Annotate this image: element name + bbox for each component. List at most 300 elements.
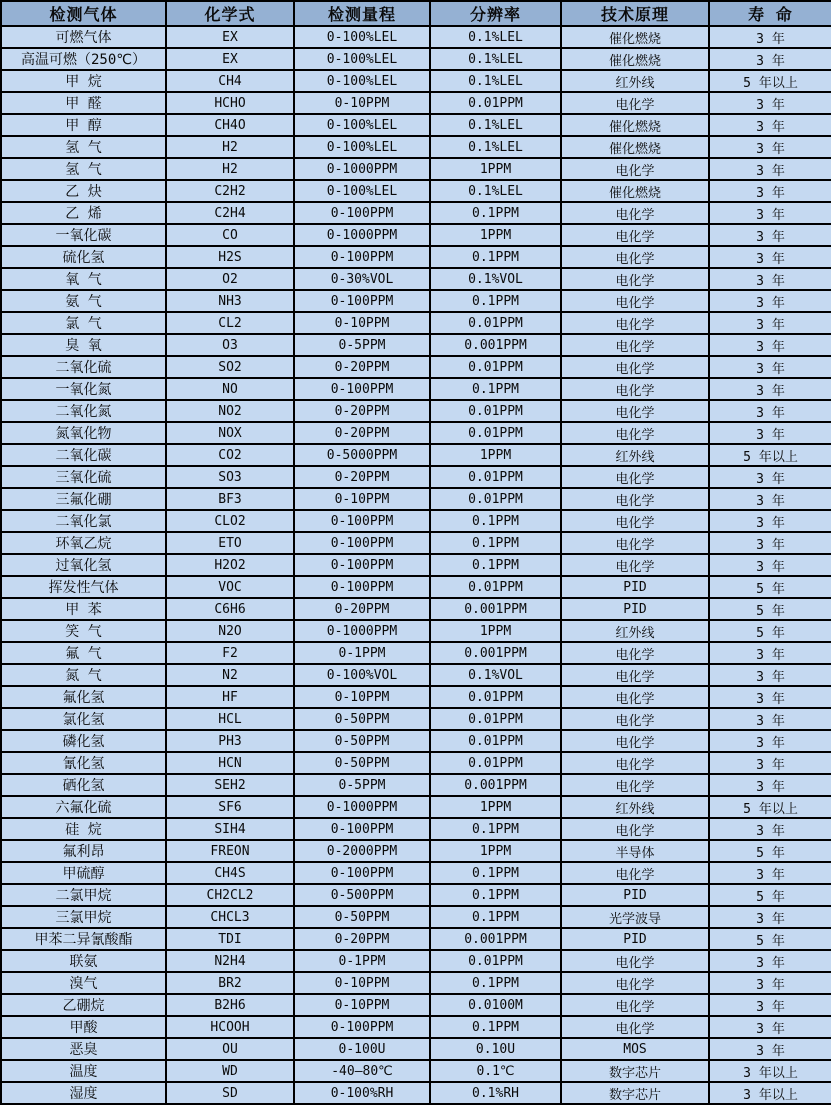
table-cell: BR2 (166, 972, 294, 994)
table-cell: 5 年以上 (709, 444, 831, 466)
table-cell: 0.1PPM (430, 202, 561, 224)
table-row (1, 48, 831, 70)
table-cell: 0.1PPM (430, 378, 561, 400)
table-row (1, 356, 831, 378)
table-cell: 电化学 (561, 818, 709, 840)
table-cell: CH4 (166, 70, 294, 92)
table-cell: 硅 烷 (1, 818, 166, 840)
table-cell: 0.10U (430, 1038, 561, 1060)
table-cell: 3 年 (709, 290, 831, 312)
table-cell: 1PPM (430, 796, 561, 818)
table-cell: 3 年 (709, 92, 831, 114)
table-cell: 0.1PPM (430, 554, 561, 576)
table-cell: 电化学 (561, 466, 709, 488)
table-cell: 二氧化硫 (1, 356, 166, 378)
table-cell: 3 年 (709, 708, 831, 730)
table-cell: HF (166, 686, 294, 708)
table-cell: 电化学 (561, 422, 709, 444)
table-cell: 氧 气 (1, 268, 166, 290)
table-cell: 3 年 (709, 180, 831, 202)
table-cell: 0-1000PPM (294, 158, 430, 180)
table-cell: 3 年 (709, 202, 831, 224)
table-cell: CL2 (166, 312, 294, 334)
table-cell: 3 年 (709, 400, 831, 422)
table-cell: 0-10PPM (294, 312, 430, 334)
table-cell: 0.01PPM (430, 950, 561, 972)
table-cell: 1PPM (430, 224, 561, 246)
table-cell: 0.1PPM (430, 290, 561, 312)
column-header-1: 化学式 (166, 1, 294, 26)
table-header (1, 1, 831, 26)
table-cell: 0-20PPM (294, 466, 430, 488)
table-cell: 0-5PPM (294, 334, 430, 356)
table-row (1, 158, 831, 180)
table-row (1, 114, 831, 136)
table-cell: 0.1PPM (430, 862, 561, 884)
table-cell: 5 年 (709, 840, 831, 862)
table-cell: 0-10PPM (294, 686, 430, 708)
table-row (1, 862, 831, 884)
table-cell: 电化学 (561, 224, 709, 246)
table-cell: 二氯甲烷 (1, 884, 166, 906)
table-cell: 氟 气 (1, 642, 166, 664)
table-cell: 磷化氢 (1, 730, 166, 752)
table-cell: 甲 烷 (1, 70, 166, 92)
table-cell: 3 年 (709, 1038, 831, 1060)
table-cell: 催化燃烧 (561, 136, 709, 158)
header-row (1, 1, 831, 26)
table-cell: 电化学 (561, 774, 709, 796)
table-cell: VOC (166, 576, 294, 598)
table-cell: 电化学 (561, 158, 709, 180)
table-cell: 甲酸 (1, 1016, 166, 1038)
table-cell: OU (166, 1038, 294, 1060)
table-cell: 0-10PPM (294, 972, 430, 994)
table-cell: 5 年 (709, 928, 831, 950)
table-cell: 0.01PPM (430, 422, 561, 444)
table-cell: 0-2000PPM (294, 840, 430, 862)
table-cell: 硫化氢 (1, 246, 166, 268)
table-cell: 一氧化碳 (1, 224, 166, 246)
table-cell: 0.1%LEL (430, 114, 561, 136)
table-cell: EX (166, 26, 294, 48)
table-row (1, 576, 831, 598)
table-cell: 氯 气 (1, 312, 166, 334)
table-cell: 一氧化氮 (1, 378, 166, 400)
table-cell: 0.01PPM (430, 752, 561, 774)
table-row (1, 444, 831, 466)
table-cell: F2 (166, 642, 294, 664)
table-row (1, 400, 831, 422)
table-row (1, 884, 831, 906)
table-row (1, 1060, 831, 1082)
table-cell: BF3 (166, 488, 294, 510)
table-cell: 3 年 (709, 818, 831, 840)
table-cell: 0.01PPM (430, 356, 561, 378)
table-cell: 0.01PPM (430, 686, 561, 708)
table-cell: 0-1000PPM (294, 620, 430, 642)
table-row (1, 510, 831, 532)
table-cell: 电化学 (561, 664, 709, 686)
table-cell: 0-100PPM (294, 862, 430, 884)
table-cell: 过氧化氢 (1, 554, 166, 576)
table-cell: 电化学 (561, 730, 709, 752)
table-cell: 3 年 (709, 488, 831, 510)
table-row (1, 708, 831, 730)
table-cell: 笑 气 (1, 620, 166, 642)
table-cell: O2 (166, 268, 294, 290)
column-header-0: 检测气体 (1, 1, 166, 26)
table-cell: CH4O (166, 114, 294, 136)
table-cell: 二氧化碳 (1, 444, 166, 466)
table-cell: 3 年 (709, 356, 831, 378)
table-cell: SIH4 (166, 818, 294, 840)
table-row (1, 136, 831, 158)
table-cell: MOS (561, 1038, 709, 1060)
table-cell: 1PPM (430, 158, 561, 180)
table-cell: 联氨 (1, 950, 166, 972)
table-cell: 0-100%LEL (294, 48, 430, 70)
table-row (1, 334, 831, 356)
table-cell: 3 年 (709, 994, 831, 1016)
table-cell: 0-100PPM (294, 246, 430, 268)
table-cell: 氟化氢 (1, 686, 166, 708)
table-cell: WD (166, 1060, 294, 1082)
table-cell: 0.001PPM (430, 928, 561, 950)
table-cell: 3 年 (709, 730, 831, 752)
table-cell: 甲苯二异氰酸酯 (1, 928, 166, 950)
table-cell: 0-5000PPM (294, 444, 430, 466)
table-cell: 3 年 (709, 312, 831, 334)
table-cell: 0-10PPM (294, 994, 430, 1016)
table-cell: 0-50PPM (294, 708, 430, 730)
table-cell: 电化学 (561, 972, 709, 994)
table-row (1, 290, 831, 312)
table-cell: NH3 (166, 290, 294, 312)
table-cell: 0-100PPM (294, 202, 430, 224)
table-cell: H2O2 (166, 554, 294, 576)
table-cell: 0.1PPM (430, 510, 561, 532)
table-cell: 电化学 (561, 202, 709, 224)
table-cell: HCL (166, 708, 294, 730)
table-cell: 0.01PPM (430, 312, 561, 334)
table-row (1, 466, 831, 488)
table-cell: 3 年以上 (709, 1060, 831, 1082)
table-cell: 0-20PPM (294, 400, 430, 422)
table-row (1, 664, 831, 686)
table-cell: 5 年 (709, 884, 831, 906)
table-cell: 0-5PPM (294, 774, 430, 796)
table-cell: H2S (166, 246, 294, 268)
table-cell: SO3 (166, 466, 294, 488)
table-cell: 3 年以上 (709, 1082, 831, 1104)
table-row (1, 378, 831, 400)
table-cell: 甲硫醇 (1, 862, 166, 884)
table-row (1, 180, 831, 202)
table-cell: 溴气 (1, 972, 166, 994)
table-row (1, 642, 831, 664)
table-cell: 电化学 (561, 686, 709, 708)
table-row (1, 840, 831, 862)
table-cell: 0.01PPM (430, 708, 561, 730)
table-cell: 电化学 (561, 554, 709, 576)
table-cell: 0.01PPM (430, 488, 561, 510)
table-row (1, 796, 831, 818)
table-cell: 三氟化硼 (1, 488, 166, 510)
table-cell: 0-100PPM (294, 378, 430, 400)
table-cell: 0-100PPM (294, 532, 430, 554)
table-cell: 高温可燃（250℃） (1, 48, 166, 70)
table-cell: 0.01PPM (430, 466, 561, 488)
table-cell: C2H4 (166, 202, 294, 224)
table-cell: 可燃气体 (1, 26, 166, 48)
table-cell: 催化燃烧 (561, 180, 709, 202)
table-cell: 0-100PPM (294, 576, 430, 598)
table-cell: HCN (166, 752, 294, 774)
table-cell: 0.01PPM (430, 730, 561, 752)
table-cell: 湿度 (1, 1082, 166, 1104)
table-cell: 0.001PPM (430, 334, 561, 356)
table-cell: 电化学 (561, 642, 709, 664)
table-cell: 催化燃烧 (561, 48, 709, 70)
table-cell: 甲 醇 (1, 114, 166, 136)
table-cell: 5 年以上 (709, 70, 831, 92)
table-cell: 0.1%LEL (430, 180, 561, 202)
table-cell: 电化学 (561, 488, 709, 510)
table-cell: 3 年 (709, 906, 831, 928)
table-row (1, 994, 831, 1016)
table-cell: 氮 气 (1, 664, 166, 686)
table-cell: 0.01PPM (430, 576, 561, 598)
table-cell: NO2 (166, 400, 294, 422)
table-cell: 3 年 (709, 158, 831, 180)
table-cell: 0.1PPM (430, 818, 561, 840)
table-cell: HCHO (166, 92, 294, 114)
table-cell: B2H6 (166, 994, 294, 1016)
table-cell: 0.1%LEL (430, 26, 561, 48)
table-cell: 0.1%LEL (430, 136, 561, 158)
table-cell: 0.1PPM (430, 246, 561, 268)
table-cell: 六氟化硫 (1, 796, 166, 818)
table-cell: 0.001PPM (430, 598, 561, 620)
table-cell: 硒化氢 (1, 774, 166, 796)
table-cell: 0-50PPM (294, 730, 430, 752)
table-cell: 0-100%LEL (294, 180, 430, 202)
table-cell: 光学波导 (561, 906, 709, 928)
table-cell: 0-100U (294, 1038, 430, 1060)
table-cell: 3 年 (709, 136, 831, 158)
table-cell: 0.1PPM (430, 972, 561, 994)
table-row (1, 928, 831, 950)
table-cell: TDI (166, 928, 294, 950)
table-cell: 3 年 (709, 554, 831, 576)
table-cell: SEH2 (166, 774, 294, 796)
table-row (1, 818, 831, 840)
table-row (1, 686, 831, 708)
table-cell: 3 年 (709, 972, 831, 994)
table-cell: 3 年 (709, 686, 831, 708)
table-cell: PID (561, 884, 709, 906)
table-row (1, 774, 831, 796)
table-cell: 电化学 (561, 312, 709, 334)
table-cell: 电化学 (561, 378, 709, 400)
table-cell: 氟利昂 (1, 840, 166, 862)
table-cell: 氯化氢 (1, 708, 166, 730)
table-cell: 0.1%LEL (430, 48, 561, 70)
table-cell: 5 年 (709, 620, 831, 642)
table-row (1, 1038, 831, 1060)
table-cell: 3 年 (709, 774, 831, 796)
table-cell: PID (561, 928, 709, 950)
table-row (1, 752, 831, 774)
table-cell: 3 年 (709, 466, 831, 488)
table-row (1, 92, 831, 114)
table-cell: 电化学 (561, 92, 709, 114)
table-row (1, 312, 831, 334)
table-row (1, 26, 831, 48)
table-cell: CO (166, 224, 294, 246)
table-cell: PH3 (166, 730, 294, 752)
table-cell: 电化学 (561, 1016, 709, 1038)
table-cell: FREON (166, 840, 294, 862)
table-row (1, 532, 831, 554)
table-cell: 电化学 (561, 290, 709, 312)
table-cell: 红外线 (561, 620, 709, 642)
table-cell: CH4S (166, 862, 294, 884)
table-cell: ETO (166, 532, 294, 554)
table-cell: 0-50PPM (294, 752, 430, 774)
table-cell: 5 年 (709, 598, 831, 620)
table-cell: 氮氧化物 (1, 422, 166, 444)
table-cell: 0-1000PPM (294, 224, 430, 246)
table-cell: 0-20PPM (294, 422, 430, 444)
table-cell: 0-1PPM (294, 642, 430, 664)
table-cell: 1PPM (430, 620, 561, 642)
table-cell: 三氧化硫 (1, 466, 166, 488)
table-cell: 0-50PPM (294, 906, 430, 928)
table-cell: 0-20PPM (294, 598, 430, 620)
table-cell: 催化燃烧 (561, 114, 709, 136)
table-cell: 电化学 (561, 862, 709, 884)
table-row (1, 70, 831, 92)
table-cell: 电化学 (561, 532, 709, 554)
table-cell: SF6 (166, 796, 294, 818)
table-body (1, 26, 831, 1104)
table-cell: 氨 气 (1, 290, 166, 312)
table-cell: C6H6 (166, 598, 294, 620)
table-cell: 三氯甲烷 (1, 906, 166, 928)
table-row (1, 246, 831, 268)
table-cell: 环氧乙烷 (1, 532, 166, 554)
table-cell: 红外线 (561, 70, 709, 92)
table-cell: 甲 苯 (1, 598, 166, 620)
column-header-5: 寿 命 (709, 1, 831, 26)
table-cell: 3 年 (709, 378, 831, 400)
table-cell: 3 年 (709, 268, 831, 290)
table-cell: 0-100%VOL (294, 664, 430, 686)
table-cell: 电化学 (561, 400, 709, 422)
table-cell: 0.1PPM (430, 906, 561, 928)
table-cell: 氢 气 (1, 158, 166, 180)
table-cell: CLO2 (166, 510, 294, 532)
table-cell: 红外线 (561, 444, 709, 466)
table-cell: 5 年 (709, 576, 831, 598)
table-cell: 1PPM (430, 444, 561, 466)
table-row (1, 620, 831, 642)
table-cell: 二氧化氯 (1, 510, 166, 532)
table-cell: 0.01PPM (430, 92, 561, 114)
table-cell: 3 年 (709, 752, 831, 774)
table-cell: 红外线 (561, 796, 709, 818)
table-cell: 氰化氢 (1, 752, 166, 774)
table-cell: 3 年 (709, 48, 831, 70)
table-cell: 0-100PPM (294, 290, 430, 312)
table-cell: 0-100PPM (294, 1016, 430, 1038)
table-row (1, 202, 831, 224)
table-cell: 0-10PPM (294, 488, 430, 510)
table-cell: 0-10PPM (294, 92, 430, 114)
table-cell: 0.1%LEL (430, 70, 561, 92)
column-header-4: 技术原理 (561, 1, 709, 26)
table-cell: PID (561, 598, 709, 620)
table-cell: 3 年 (709, 642, 831, 664)
table-cell: 3 年 (709, 950, 831, 972)
table-cell: HCOOH (166, 1016, 294, 1038)
table-cell: 温度 (1, 1060, 166, 1082)
table-row (1, 950, 831, 972)
table-cell: 恶臭 (1, 1038, 166, 1060)
table-cell: N2 (166, 664, 294, 686)
table-cell: 0-500PPM (294, 884, 430, 906)
table-cell: 0-20PPM (294, 356, 430, 378)
column-header-2: 检测量程 (294, 1, 430, 26)
table-row (1, 598, 831, 620)
table-cell: NOX (166, 422, 294, 444)
table-cell: H2 (166, 158, 294, 180)
table-cell: 乙 炔 (1, 180, 166, 202)
table-cell: 氢 气 (1, 136, 166, 158)
table-cell: 数字芯片 (561, 1082, 709, 1104)
table-cell: 0.1%VOL (430, 268, 561, 290)
table-cell: 0.0100M (430, 994, 561, 1016)
table-row (1, 488, 831, 510)
table-cell: 0.1PPM (430, 1016, 561, 1038)
table-cell: -40—80℃ (294, 1060, 430, 1082)
table-cell: 0-1000PPM (294, 796, 430, 818)
table-cell: 0.001PPM (430, 642, 561, 664)
table-cell: 电化学 (561, 752, 709, 774)
table-cell: 3 年 (709, 862, 831, 884)
table-cell: SD (166, 1082, 294, 1104)
table-cell: 3 年 (709, 1016, 831, 1038)
table-cell: 电化学 (561, 334, 709, 356)
table-cell: 0-100PPM (294, 554, 430, 576)
table-cell: 电化学 (561, 994, 709, 1016)
table-cell: C2H2 (166, 180, 294, 202)
table-cell: 电化学 (561, 708, 709, 730)
table-row (1, 224, 831, 246)
table-row (1, 554, 831, 576)
table-row (1, 268, 831, 290)
table-cell: H2 (166, 136, 294, 158)
table-cell: 电化学 (561, 246, 709, 268)
table-cell: 0-100PPM (294, 818, 430, 840)
table-cell: CHCL3 (166, 906, 294, 928)
table-cell: 3 年 (709, 510, 831, 532)
table-cell: 0-20PPM (294, 928, 430, 950)
table-row (1, 730, 831, 752)
table-cell: 二氧化氮 (1, 400, 166, 422)
